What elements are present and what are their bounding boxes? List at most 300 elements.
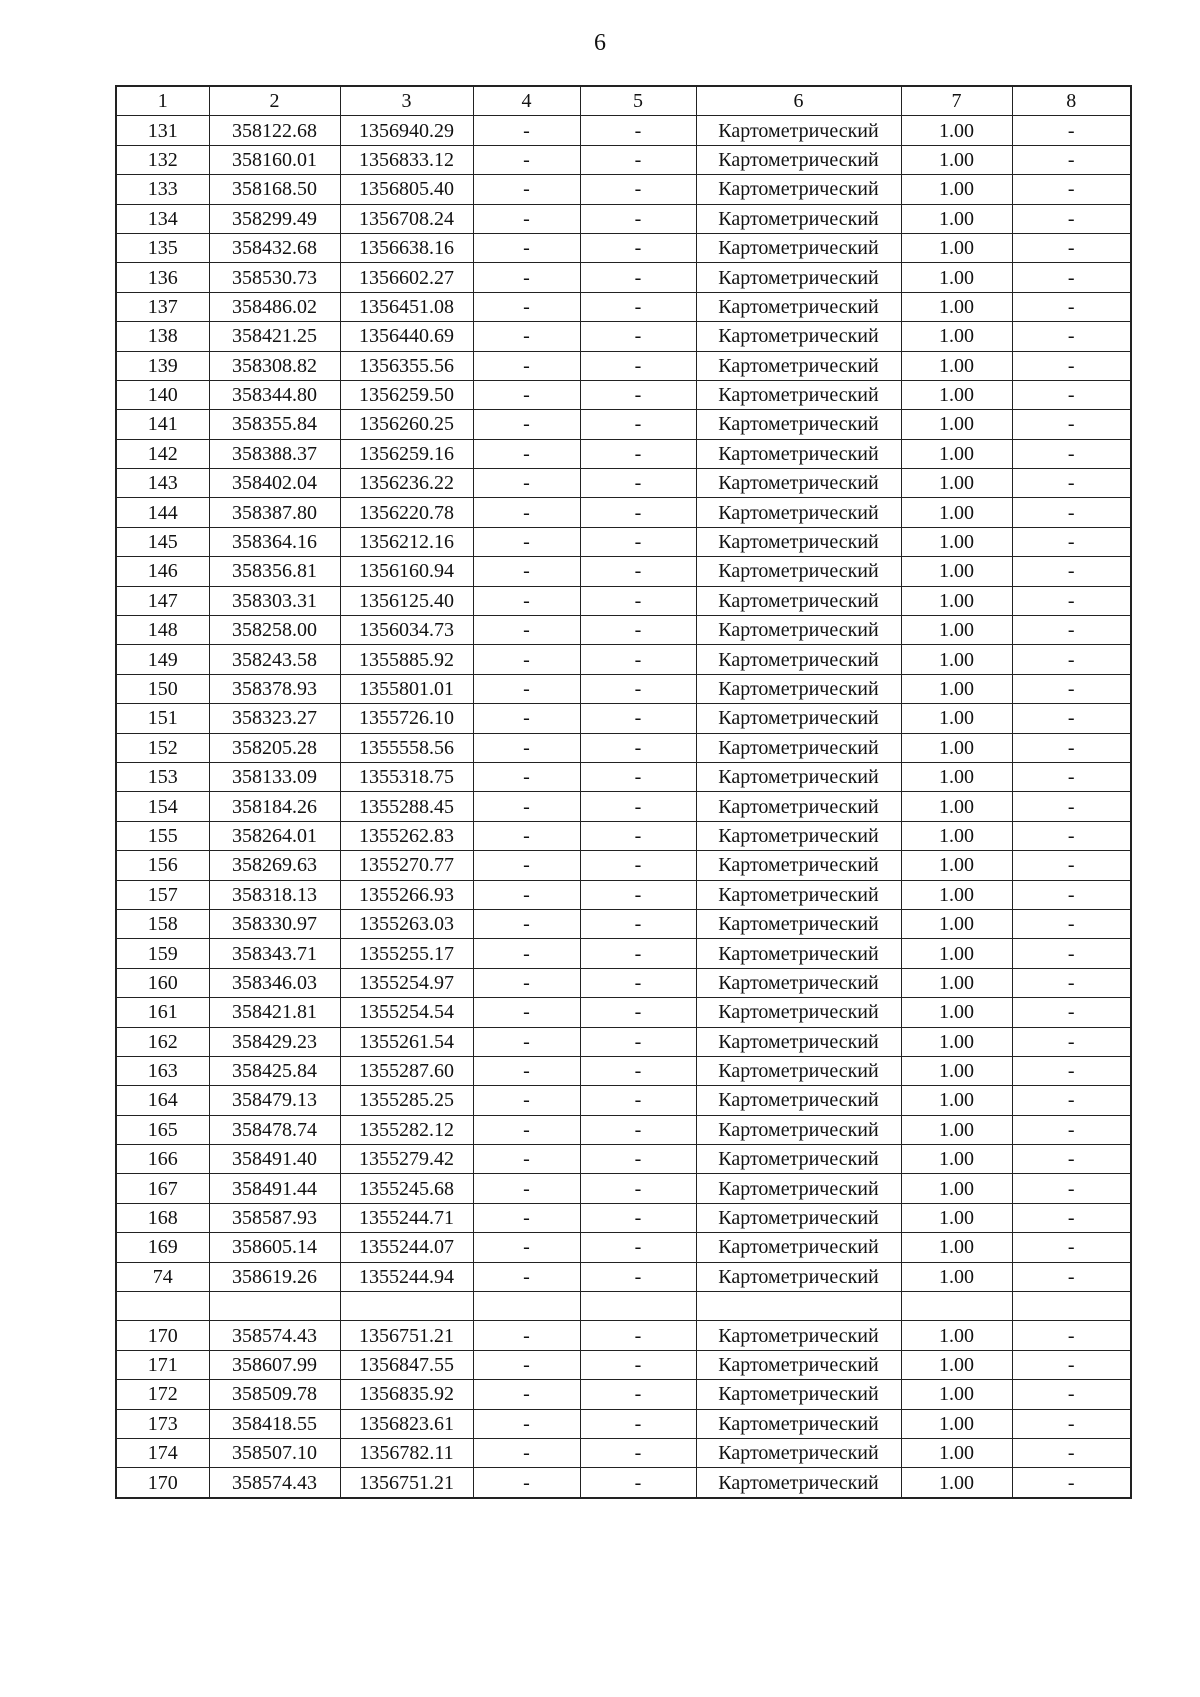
table-cell: Картометрический [696,792,901,821]
table-cell: 1356847.55 [340,1350,473,1379]
table-cell: Картометрический [696,1056,901,1085]
table-cell: 1.00 [901,1086,1012,1115]
table-cell: Картометрический [696,380,901,409]
table-cell: 1356823.61 [340,1409,473,1438]
table-cell: Картометрический [696,1409,901,1438]
table-cell: 358364.16 [209,527,340,556]
table-cell: - [580,733,696,762]
table-cell: 1.00 [901,821,1012,850]
table-cell: Картометрический [696,175,901,204]
table-cell: - [473,645,580,674]
table-cell: Картометрический [696,1027,901,1056]
table-cell: - [1012,116,1131,145]
table-cell: 358258.00 [209,616,340,645]
table-cell: 1355726.10 [340,704,473,733]
table-cell: 1356835.92 [340,1380,473,1409]
table-cell: 1.00 [901,116,1012,145]
table-cell: 1.00 [901,175,1012,204]
table-cell: 141 [116,410,209,439]
table-cell: 358269.63 [209,851,340,880]
table-cell: 135 [116,233,209,262]
table-cell: - [580,292,696,321]
table-cell: - [580,909,696,938]
table-cell: 1.00 [901,292,1012,321]
table-cell: 1356125.40 [340,586,473,615]
table-row [116,880,1131,909]
table-cell: Картометрический [696,469,901,498]
table-cell: 1.00 [901,204,1012,233]
table-cell: Картометрический [696,1115,901,1144]
table-cell: Картометрический [696,351,901,380]
table-cell: Картометрический [696,998,901,1027]
table-cell: 1356833.12 [340,145,473,174]
table-cell: Картометрический [696,880,901,909]
table-cell: 1.00 [901,1115,1012,1144]
table-cell: Картометрический [696,909,901,938]
table-cell: - [580,1350,696,1379]
table-cell: Картометрический [696,1203,901,1232]
table-cell: - [1012,821,1131,850]
table-cell: 167 [116,1174,209,1203]
table-cell: - [473,909,580,938]
table-cell: 1.00 [901,1321,1012,1350]
table-cell: 1356751.21 [340,1321,473,1350]
table-cell: 358346.03 [209,968,340,997]
table-cell: 1.00 [901,410,1012,439]
table-row [116,1380,1131,1409]
table-cell: - [473,704,580,733]
table-cell: 358507.10 [209,1438,340,1467]
table-row [116,263,1131,292]
column-header: 7 [901,86,1012,116]
table-cell: - [580,204,696,233]
table-cell: 358318.13 [209,880,340,909]
table-cell: - [1012,1086,1131,1115]
table-cell: - [580,645,696,674]
table-cell: - [580,762,696,791]
table-row [116,527,1131,556]
table-cell: - [580,145,696,174]
table-cell: - [473,380,580,409]
table-cell: 168 [116,1203,209,1232]
table-cell: 1355279.42 [340,1145,473,1174]
table-cell: - [473,1027,580,1056]
table-cell: - [1012,733,1131,762]
table-cell: 1356602.27 [340,263,473,292]
table-cell: - [473,263,580,292]
table-cell: Картометрический [696,674,901,703]
table-cell: 1.00 [901,380,1012,409]
table-cell: - [1012,1262,1131,1291]
table-cell: - [580,939,696,968]
table-cell [696,1292,901,1321]
table-cell: - [580,821,696,850]
table-cell: 1.00 [901,616,1012,645]
table-cell: - [1012,998,1131,1027]
column-header: 3 [340,86,473,116]
table-row [116,322,1131,351]
column-header: 5 [580,86,696,116]
table-cell: Картометрический [696,498,901,527]
table-cell: 1.00 [901,1380,1012,1409]
table-cell: 1.00 [901,586,1012,615]
table-cell: - [473,116,580,145]
table-cell: - [580,674,696,703]
table-cell: - [580,586,696,615]
table-cell: - [473,1174,580,1203]
table-cell: 158 [116,909,209,938]
table-cell: Картометрический [696,439,901,468]
table-row [116,380,1131,409]
table-row [116,1438,1131,1467]
table-row [116,733,1131,762]
table-cell: - [1012,204,1131,233]
table-cell: - [473,175,580,204]
table-cell: - [473,1086,580,1115]
table-cell: - [1012,1056,1131,1085]
table-cell: - [1012,498,1131,527]
table-cell: - [580,116,696,145]
table-cell: 1.00 [901,880,1012,909]
table-cell: 74 [116,1262,209,1291]
table-cell: 1.00 [901,1350,1012,1379]
table-cell: 1.00 [901,439,1012,468]
table-cell: - [580,1145,696,1174]
table-cell: 358619.26 [209,1262,340,1291]
table-cell: 142 [116,439,209,468]
table-cell: 1.00 [901,733,1012,762]
table-cell: - [1012,1233,1131,1262]
table-cell: 1.00 [901,1027,1012,1056]
table-cell: 1355245.68 [340,1174,473,1203]
table-cell: - [1012,410,1131,439]
table-row [116,1203,1131,1232]
table-cell: 145 [116,527,209,556]
table-cell: 358378.93 [209,674,340,703]
table-cell: - [473,557,580,586]
table-cell: 1355285.25 [340,1086,473,1115]
table-cell: 1.00 [901,1262,1012,1291]
table-cell: 136 [116,263,209,292]
table-cell: - [1012,233,1131,262]
table-cell: 358587.93 [209,1203,340,1232]
table-cell: - [1012,1027,1131,1056]
table-cell: Картометрический [696,1262,901,1291]
table-cell: Картометрический [696,821,901,850]
table-cell: Картометрический [696,263,901,292]
table-cell: 156 [116,851,209,880]
table-cell [1012,1292,1131,1321]
table-cell: - [1012,616,1131,645]
table-cell: Картометрический [696,1468,901,1498]
table-cell: - [1012,968,1131,997]
column-header: 6 [696,86,901,116]
table-cell: - [580,351,696,380]
table-cell: 151 [116,704,209,733]
table-cell: - [580,233,696,262]
table-cell: 170 [116,1321,209,1350]
table-cell: - [473,762,580,791]
table-cell: Картометрический [696,1174,901,1203]
table-cell: - [1012,674,1131,703]
table-cell: 134 [116,204,209,233]
table-cell: 1.00 [901,674,1012,703]
table-row [116,1233,1131,1262]
table-cell: 1.00 [901,1438,1012,1467]
table-cell: 1356220.78 [340,498,473,527]
table-cell: 358343.71 [209,939,340,968]
table-row [116,909,1131,938]
table-cell: 1.00 [901,557,1012,586]
table-row [116,1262,1131,1291]
table-cell: - [1012,557,1131,586]
table-cell: 358478.74 [209,1115,340,1144]
table-cell: - [580,410,696,439]
table-cell: 155 [116,821,209,850]
table-cell: 1355254.54 [340,998,473,1027]
table-cell: 164 [116,1086,209,1115]
table-cell: 152 [116,733,209,762]
table-cell: - [473,1233,580,1262]
table-cell: - [1012,380,1131,409]
table-cell: 1356355.56 [340,351,473,380]
table-cell: 358607.99 [209,1350,340,1379]
table-cell: Картометрический [696,645,901,674]
table-cell: - [473,292,580,321]
table-cell: 358303.31 [209,586,340,615]
table-cell: - [580,1380,696,1409]
table-cell: Картометрический [696,116,901,145]
table-row [116,939,1131,968]
table-cell: - [580,704,696,733]
table-cell: 358243.58 [209,645,340,674]
table-cell: - [580,1438,696,1467]
table-row [116,998,1131,1027]
table-cell: 1355244.94 [340,1262,473,1291]
table-cell: 133 [116,175,209,204]
table-cell: - [1012,292,1131,321]
table-cell: - [473,527,580,556]
table-cell: 1355282.12 [340,1115,473,1144]
table-cell: - [473,1321,580,1350]
table-cell: 358355.84 [209,410,340,439]
table-cell: 358574.43 [209,1321,340,1350]
table-cell: 1.00 [901,704,1012,733]
table-cell: 1356940.29 [340,116,473,145]
table-cell: 1356034.73 [340,616,473,645]
table-cell: - [1012,939,1131,968]
table-cell: - [580,469,696,498]
table-cell: 165 [116,1115,209,1144]
table-cell: 358574.43 [209,1468,340,1498]
table-cell: - [473,233,580,262]
table-cell: Картометрический [696,1145,901,1174]
table-cell: Картометрический [696,1380,901,1409]
table-cell: - [473,410,580,439]
table-cell: Картометрический [696,145,901,174]
table-cell: 1356212.16 [340,527,473,556]
table-cell: 1356638.16 [340,233,473,262]
table-row [116,968,1131,997]
table-cell: 1355263.03 [340,909,473,938]
table-cell [473,1292,580,1321]
table-cell: 166 [116,1145,209,1174]
table-cell: 147 [116,586,209,615]
table-cell: Картометрический [696,616,901,645]
table-cell: 358425.84 [209,1056,340,1085]
table-cell: - [580,263,696,292]
table-cell: 358205.28 [209,733,340,762]
table-cell: - [473,821,580,850]
table-cell: - [1012,645,1131,674]
table-cell: - [473,880,580,909]
table-cell: 358486.02 [209,292,340,321]
table-cell: 1355270.77 [340,851,473,880]
table-cell: Картометрический [696,322,901,351]
table-cell: - [473,1203,580,1232]
coordinates-table [115,85,1132,1499]
table-cell: 1356440.69 [340,322,473,351]
table-cell: 1356782.11 [340,1438,473,1467]
table-cell: - [1012,351,1131,380]
table-cell: - [473,1468,580,1498]
table-cell: - [580,880,696,909]
table-cell: 358133.09 [209,762,340,791]
table-row [116,645,1131,674]
table-cell: 358356.81 [209,557,340,586]
table-cell: - [1012,792,1131,821]
table-cell: Картометрический [696,204,901,233]
table-cell: Картометрический [696,851,901,880]
table-cell: 1.00 [901,498,1012,527]
table-cell: 358308.82 [209,351,340,380]
table-cell: - [580,1027,696,1056]
table-cell: 1.00 [901,909,1012,938]
table-cell: - [1012,175,1131,204]
table-row [116,233,1131,262]
table-cell: 150 [116,674,209,703]
table-row [116,1027,1131,1056]
table-cell: - [1012,1409,1131,1438]
table-cell: - [473,968,580,997]
table-cell: 1.00 [901,1203,1012,1232]
table-cell: 1.00 [901,939,1012,968]
table-cell: Картометрический [696,1350,901,1379]
table-cell: 1355255.17 [340,939,473,968]
table-cell: 358323.27 [209,704,340,733]
table-row [116,1174,1131,1203]
table-cell: - [580,851,696,880]
table-cell: Картометрический [696,557,901,586]
table-cell: 1.00 [901,263,1012,292]
table-cell: - [580,527,696,556]
table-cell: - [1012,1203,1131,1232]
table-cell: 358421.81 [209,998,340,1027]
table-cell: 1355885.92 [340,645,473,674]
table-row [116,557,1131,586]
table-cell: 358421.25 [209,322,340,351]
table-cell: Картометрический [696,233,901,262]
table-cell: 1.00 [901,1174,1012,1203]
table-cell: 358122.68 [209,116,340,145]
table-cell: 358418.55 [209,1409,340,1438]
table-cell: - [580,792,696,821]
table-cell: - [1012,1350,1131,1379]
table-cell: 358344.80 [209,380,340,409]
table-cell: - [580,1203,696,1232]
table-cell: 1.00 [901,762,1012,791]
table-cell: 358605.14 [209,1233,340,1262]
table-cell: Картометрический [696,1233,901,1262]
table-cell: 132 [116,145,209,174]
table-cell: 1355558.56 [340,733,473,762]
table-cell: 358402.04 [209,469,340,498]
table-cell: - [473,1056,580,1085]
table-cell: 144 [116,498,209,527]
table-cell: - [1012,1321,1131,1350]
table-cell [116,1292,209,1321]
table-cell: 1.00 [901,1409,1012,1438]
table-cell: - [1012,439,1131,468]
table-cell: - [1012,880,1131,909]
table-cell: - [1012,704,1131,733]
table-cell: 1356160.94 [340,557,473,586]
table-body [116,116,1131,1498]
table-cell: - [580,1262,696,1291]
table-cell: 174 [116,1438,209,1467]
table-cell: - [1012,1145,1131,1174]
table-cell: - [1012,1174,1131,1203]
table-cell: 1356805.40 [340,175,473,204]
table-cell: - [473,322,580,351]
table-cell: - [1012,1468,1131,1498]
table-cell: - [473,586,580,615]
column-header: 2 [209,86,340,116]
table-cell: 1.00 [901,1468,1012,1498]
table-cell: 163 [116,1056,209,1085]
table-row [116,704,1131,733]
table-cell: 358491.44 [209,1174,340,1203]
table-cell: 358509.78 [209,1380,340,1409]
table-cell: 358330.97 [209,909,340,938]
table-cell: 358168.50 [209,175,340,204]
table-cell: Картометрический [696,762,901,791]
table-cell: 161 [116,998,209,1027]
table-row [116,292,1131,321]
table-cell: 1.00 [901,851,1012,880]
table-row [116,1409,1131,1438]
table-row [116,586,1131,615]
table-cell: - [1012,909,1131,938]
table-cell: 146 [116,557,209,586]
table-row [116,410,1131,439]
table-cell [209,1292,340,1321]
table-cell: Картометрический [696,586,901,615]
table-row [116,674,1131,703]
table-cell: 149 [116,645,209,674]
table-cell: 137 [116,292,209,321]
table-cell: 1356259.16 [340,439,473,468]
table-cell: - [1012,527,1131,556]
table-cell: 1.00 [901,1233,1012,1262]
table-cell: - [473,851,580,880]
table-cell: 1.00 [901,145,1012,174]
table-row [116,1292,1131,1321]
table-cell: 1356260.25 [340,410,473,439]
table-cell: 1355318.75 [340,762,473,791]
table-cell: 358299.49 [209,204,340,233]
table-cell: 1.00 [901,792,1012,821]
